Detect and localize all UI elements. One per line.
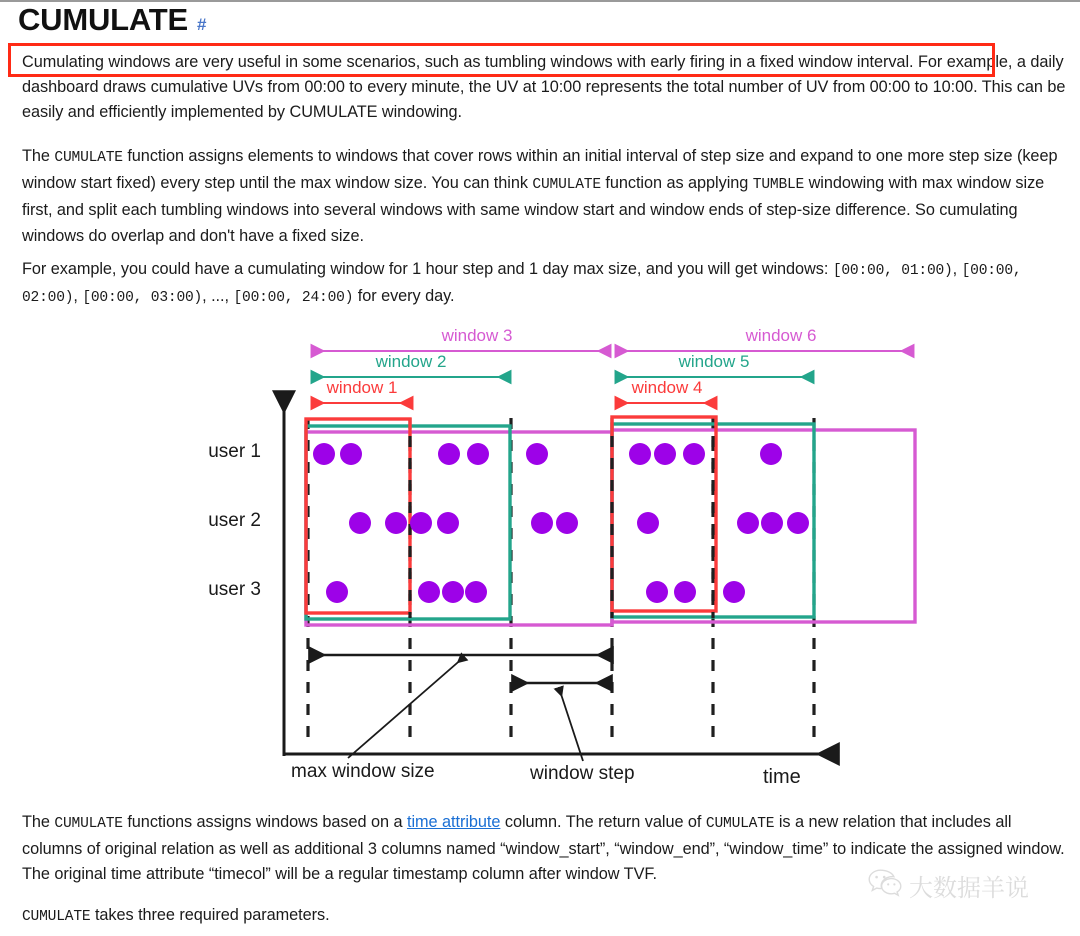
window-3-label: window 3: [441, 326, 513, 345]
code-cumulate-4: CUMULATE: [705, 816, 775, 832]
page-title: CUMULATE: [18, 2, 189, 37]
row-label-user-2: user 2: [208, 510, 261, 531]
row-label-user-3: user 3: [208, 579, 261, 600]
text-run: For example, you could have a cumulating window for 1 hour step and 1 day max size, and you will get windows:: [22, 260, 833, 278]
text-run: for every day.: [353, 287, 455, 306]
code-window-range-4: [00:00, 24:00): [233, 290, 354, 307]
text-run: , ...,: [202, 287, 234, 306]
event-dots-user-2: [349, 512, 809, 534]
page-title-row: [18, 4, 207, 35]
paragraph-intro: [22, 50, 1066, 126]
event-dots-user-3: [326, 581, 745, 603]
window-5-label: window 5: [678, 352, 750, 371]
code-window-range-1: [00:00, 01:00): [832, 263, 953, 279]
cumulate-window-diagram: [0, 318, 1080, 798]
x-axis-label-time: time: [763, 766, 801, 788]
text-run: column. The return value of: [500, 813, 706, 831]
paragraph-cumulate-definition: [22, 144, 1068, 249]
heading-anchor-link[interactable]: #: [197, 15, 207, 34]
text-run: ,: [952, 260, 962, 278]
intro-remainder: For example, a daily dashboard draws cumulative UVs from 00:00 to every minute, the UV at 10:00 represents the total number of UV from 00:00 to 10:00. This can be easily and efficiently implemented by CUMULATE windowing.: [22, 53, 1066, 122]
annotation-max-window-size: max window size: [291, 761, 435, 782]
code-cumulate-5: CUMULATE: [22, 909, 91, 925]
annotation-window-step: window step: [530, 763, 635, 784]
max-window-size-leader: [348, 657, 464, 758]
text-run: functions assigns windows based on a: [122, 813, 407, 831]
text-run: The: [22, 813, 55, 831]
window-1-label: window 1: [326, 378, 398, 397]
window-step-leader: [559, 688, 583, 761]
window-boundary-dashes: [308, 418, 814, 738]
code-cumulate-1: CUMULATE: [54, 150, 123, 166]
time-attribute-link[interactable]: time attribute: [406, 813, 501, 831]
text-run: windowing with max window size first, and split each tumbling windows into several windows with same window start and window ends of step-size difference. So cumulating windows do overlap and don't have a fixed size.: [22, 174, 1045, 245]
window-4-label: window 4: [631, 378, 703, 397]
paragraph-return-value: [22, 810, 1068, 888]
text-run: The: [22, 147, 55, 165]
row-label-user-1: user 1: [208, 441, 261, 462]
watermark-label: 大数据羊说: [909, 875, 1029, 902]
text-run: ,: [73, 287, 83, 306]
text-run: is a new relation that includes all columns of original relation as well as additional 3 columns named “window_start”, “window_end”, “window_time” to indicate the assigned window. The original time attribute “timecol” will be a regular timestamp column after window TVF.: [22, 813, 1065, 884]
paragraph-required-parameters: [22, 903, 1068, 930]
text-run: function assigns elements to windows that cover rows within an initial interval of step size and expand to one more step size (keep window start fixed) every step until the max window size. You can think: [22, 147, 1058, 193]
code-window-range-2: [00:00, 02:00): [22, 263, 1022, 307]
paragraph-example-windows: [22, 257, 1068, 311]
code-cumulate-2: CUMULATE: [532, 177, 601, 194]
text-run: takes three required parameters.: [90, 906, 330, 924]
intro-highlighted-sentence: Cumulating windows are very useful in some scenarios, such as tumbling windows with early firing in a fixed window interval.: [22, 53, 914, 71]
code-tumble: TUMBLE: [752, 177, 805, 194]
window-6-label: window 6: [745, 326, 817, 345]
window-2-label: window 2: [375, 352, 447, 371]
code-window-range-3: [00:00, 03:00): [82, 290, 203, 307]
code-cumulate-3: CUMULATE: [54, 816, 123, 832]
text-run: function as applying: [600, 174, 753, 193]
